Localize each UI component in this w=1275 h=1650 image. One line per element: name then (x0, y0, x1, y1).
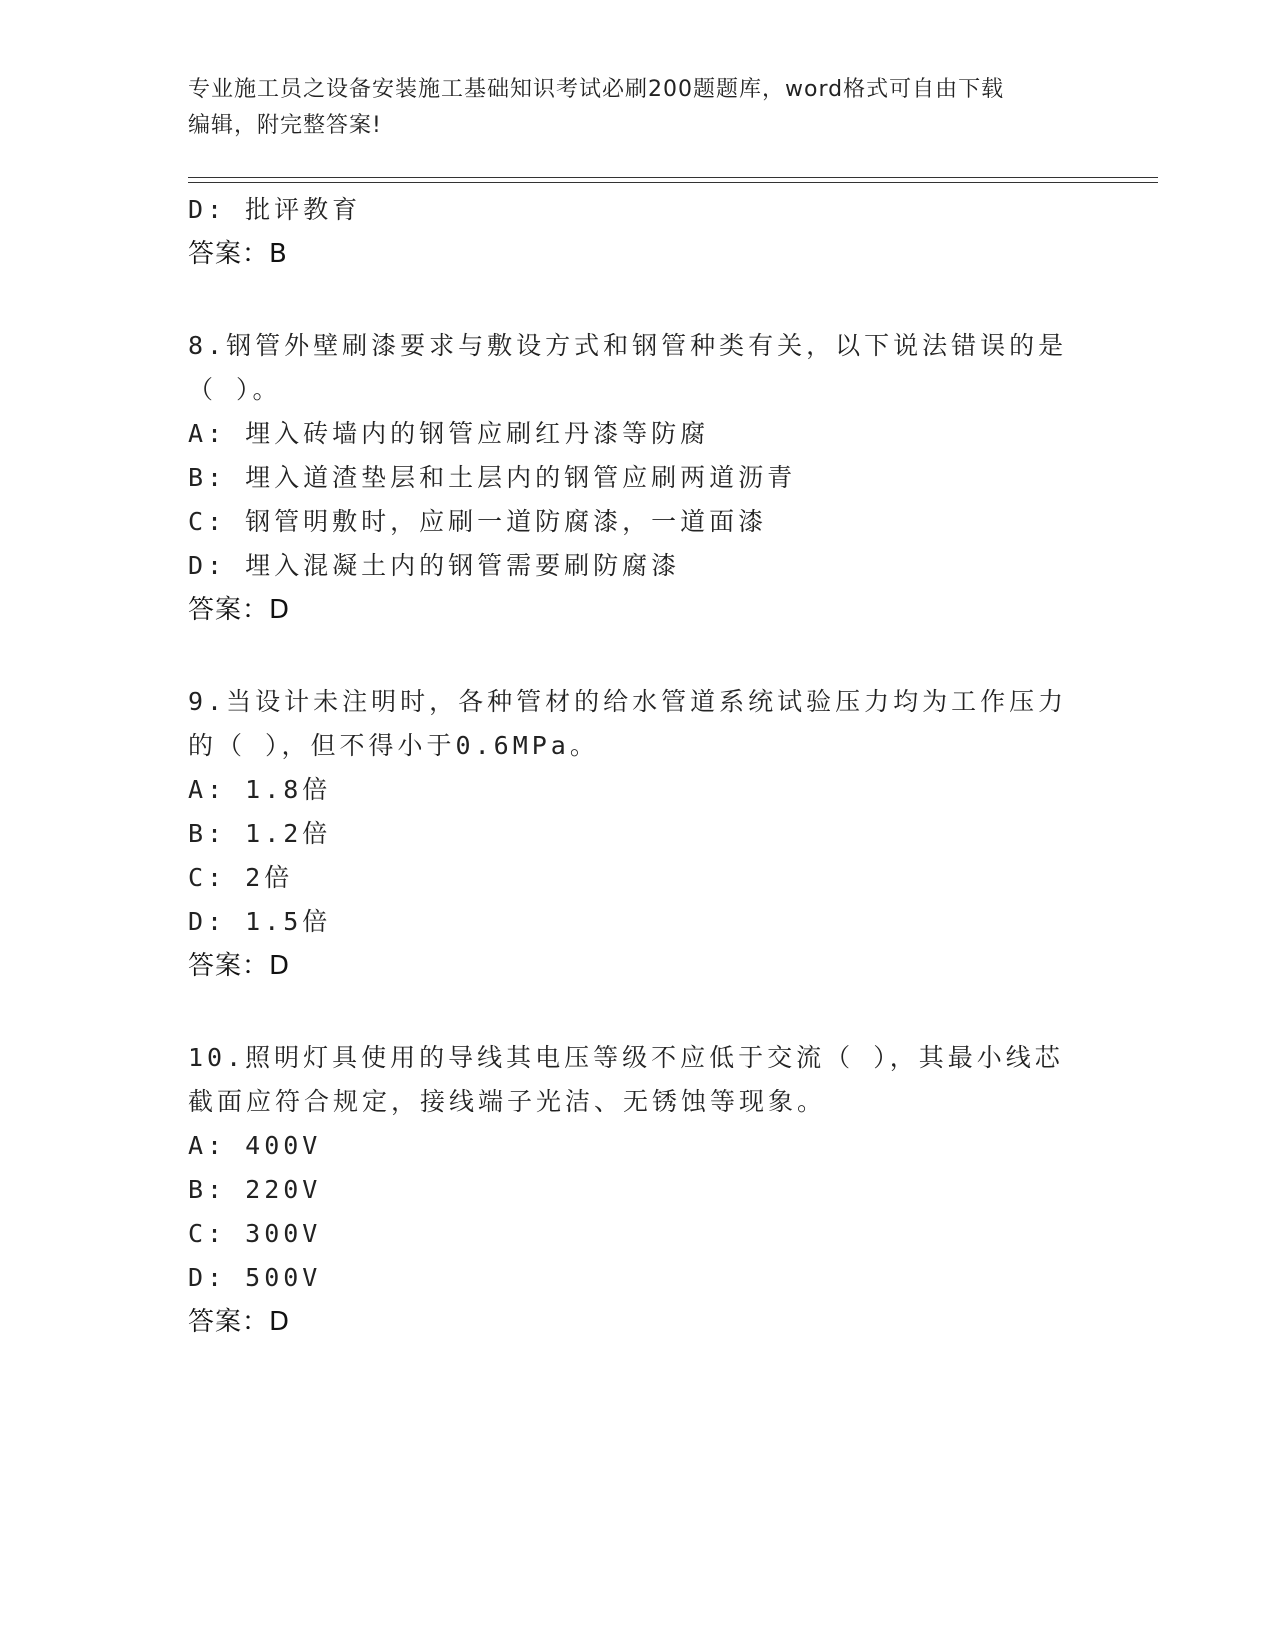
q8-option-c: C: 钢管明敷时，应刷一道防腐漆，一道面漆 (188, 507, 768, 536)
header-line-1: 专业施工员之设备安装施工基础知识考试必刷200题题库，word格式可自由下载 (188, 77, 1005, 102)
q8-option-d: D: 埋入混凝土内的钢管需要刷防腐漆 (188, 551, 681, 580)
q9-option-d: D: 1.5倍 (188, 907, 332, 936)
q9-stem-line-1: 9.当设计未注明时，各种管材的给水管道系统试验压力均为工作压力 (188, 687, 1068, 716)
q8-option-a: A: 埋入砖墙内的钢管应刷红丹漆等防腐 (188, 419, 710, 448)
q10-stem-line-1: 10.照明灯具使用的导线其电压等级不应低于交流（ ），其最小线芯 (188, 1043, 1064, 1072)
prev-answer: 答案：B (188, 239, 288, 269)
q10-answer: 答案：D (188, 1307, 291, 1337)
q9-option-a: A: 1.8倍 (188, 775, 332, 804)
q9-option-c: C: 2倍 (188, 863, 294, 892)
q9-answer: 答案：D (188, 951, 291, 981)
q9-stem-line-2: 的（ ），但不得小于0.6MPa。 (188, 731, 599, 760)
q8-stem-line-1: 8.钢管外壁刷漆要求与敷设方式和钢管种类有关，以下说法错误的是 (188, 331, 1068, 360)
header-line-2: 编辑，附完整答案! (188, 113, 382, 138)
q8-answer: 答案：D (188, 595, 291, 625)
q10-option-d: D: 500V (188, 1263, 322, 1292)
q10-option-a: A: 400V (188, 1131, 322, 1160)
q9-option-b: B: 1.2倍 (188, 819, 332, 848)
header-divider-bottom (188, 182, 1158, 183)
q10-option-b: B: 220V (188, 1175, 322, 1204)
q8-option-b: B: 埋入道渣垫层和土层内的钢管应刷两道沥青 (188, 463, 797, 492)
q10-stem-line-2: 截面应符合规定，接线端子光洁、无锈蚀等现象。 (188, 1087, 827, 1116)
header-divider-top (188, 177, 1158, 178)
q10-option-c: C: 300V (188, 1219, 322, 1248)
q8-stem-line-2: （ ）。 (188, 375, 282, 404)
document-header (188, 72, 1088, 144)
prev-option-d: D: 批评教育 (188, 195, 362, 224)
